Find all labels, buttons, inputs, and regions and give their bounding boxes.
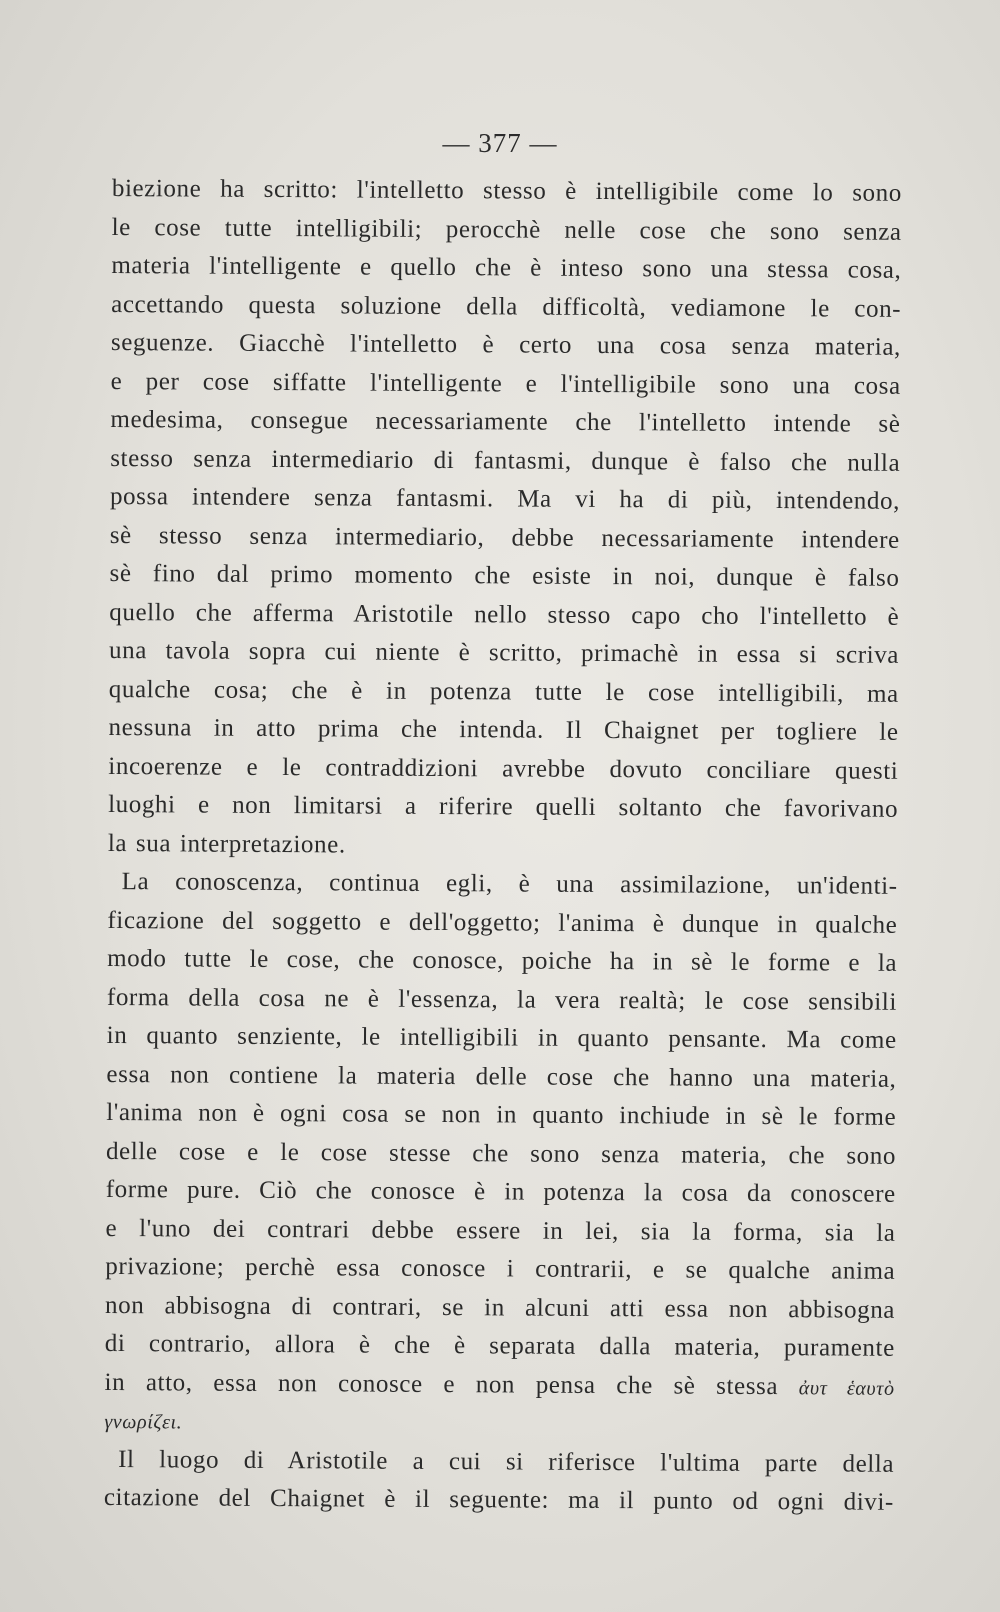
text-line: materia l'intelligente e quello che è inteso sono una stessa cosa,	[111, 251, 902, 284]
text-line: essa non contiene la materia delle cose che hanno una materia,	[106, 1060, 897, 1093]
text-segment: in atto, essa non conosce e non pensa che sè stessa	[104, 1368, 779, 1400]
text-line-paragraph-start: La conoscenza, continua egli, è una assimilazione, un'identi-	[121, 868, 898, 900]
body-text	[104, 170, 902, 1522]
text-line: ficazione del soggetto e dell'oggetto; l'anima è dunque in qualche	[107, 906, 898, 939]
greek-word: γνωρίζει.	[104, 1410, 183, 1434]
text-line: quello che afferma Aristotile nello stesso capo cho l'intelletto è	[109, 598, 900, 631]
text-line: di contrario, allora è che è separata dalla materia, puramente	[104, 1329, 895, 1362]
text-line: forme pure. Ciò che conosce è in potenza la cosa da conoscere	[105, 1175, 896, 1208]
text-line: non abbisogna di contrari, se in alcuni atti essa non abbisogna	[104, 1291, 896, 1324]
text-line: e per cose siffatte l'intelligente e l'intelligibile sono una cosa	[110, 367, 901, 400]
text-line: possa intendere senza fantasmi. Ma vi ha di più, intendendo,	[109, 482, 901, 515]
text-line: nessuna in atto prima che intenda. Il Chaignet per togliere le	[108, 713, 899, 746]
text-line: medesima, consegue necessariamente che l'intelletto intende sè	[110, 405, 901, 438]
text-line: qualche cosa; che è in potenza tutte le cose intelligibili, ma	[108, 675, 899, 708]
text-line: delle cose e le cose stesse che sono senza materia, che sono	[105, 1137, 897, 1170]
text-line-paragraph-start: Il luogo di Aristotile a cui si riferisce l'ultima parte della	[118, 1445, 895, 1478]
text-line: la sua interpretazione.	[107, 829, 346, 858]
text-line: citazione del Chaignet è il seguente: ma il punto od ogni divi-	[103, 1483, 894, 1516]
text-line: seguenze. Giacchè l'intelletto è certo una cosa senza materia,	[110, 328, 902, 361]
text-line: e l'uno dei contrari debbe essere in lei, sia la forma, sia la	[105, 1214, 896, 1247]
text-line: biezione ha scritto: l'intelletto stesso è intelligibile come lo sono	[111, 174, 902, 207]
text-line: modo tutte le cose, che conosce, poiche ha in sè le forme e la	[107, 944, 898, 977]
greek-word-line	[104, 1402, 894, 1445]
text-line: le cose tutte intelligibili; perocchè nelle cose che sono senza	[111, 213, 902, 246]
text-line: incoerenze e le contraddizioni avrebbe dovuto conciliare questi	[108, 752, 899, 785]
text-line: una tavola sopra cui niente è scritto, primachè in essa si scriva	[108, 636, 900, 669]
text-line: stesso senza intermediario di fantasmi, dunque è falso che nulla	[110, 444, 901, 477]
text-line: in quanto senziente, le intelligibili in quanto pensante. Ma come	[106, 1021, 897, 1054]
text-line: accettando questa soluzione della difficoltà, vediamone le con-	[111, 290, 902, 323]
text-line: privazione; perchè essa conosce i contrarii, e se qualche anima	[105, 1252, 896, 1285]
page-number: — 377 —	[442, 128, 558, 158]
text-line: sè fino dal primo momento che esiste in noi, dunque è falso	[109, 559, 900, 592]
text-line: forma della cosa ne è l'essenza, la vera realtà; le cose sensibili	[106, 983, 898, 1016]
text-line: sè stesso senza intermediario, debbe necessariamente intendere	[109, 521, 900, 554]
text-line: l'anima non è ogni cosa se non in quanto inchiude in sè le forme	[106, 1098, 897, 1131]
greek-inline-text: ἀυτ ἑαυτὸ	[798, 1376, 895, 1400]
text-line: luoghi e non limitarsi a riferire quelli soltanto che favorivano	[108, 790, 899, 823]
text-line-with-greek	[104, 1363, 894, 1406]
